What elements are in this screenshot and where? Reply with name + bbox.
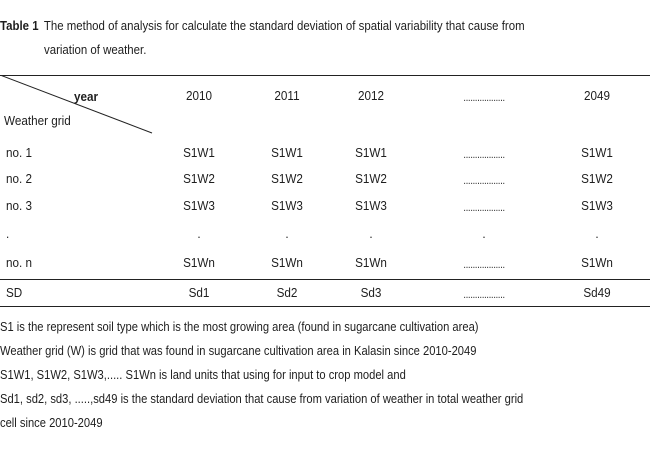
- table-cell: S1Wn: [581, 255, 613, 270]
- sd-cell: Sd2: [276, 285, 298, 300]
- table-cell: S1W2: [271, 171, 303, 186]
- column-header: 2011: [274, 88, 300, 103]
- column-header: 2010: [185, 88, 213, 103]
- note-line: Weather grid (W) is grid that was found in sugarcane cultivation area in Kalasin since 2010-2049: [0, 343, 477, 358]
- note-line: cell since 2010-2049: [0, 415, 103, 430]
- table-caption: [0, 14, 568, 62]
- sd-cell: ..................: [463, 289, 505, 301]
- note-line: S1W1, S1W2, S1W3,..... S1Wn is land units that using for input to crop model and: [0, 367, 406, 382]
- table-cell: ..................: [463, 259, 505, 271]
- note-line: S1 is the represent soil type which is the most growing area (found in sugarcane cultivation area): [0, 319, 479, 334]
- corner-label-weather-grid: Weather grid: [4, 113, 71, 128]
- row-label: .: [6, 226, 10, 241]
- table-cell: .: [595, 226, 599, 241]
- table-caption-text-line1: The method of analysis for calculate the standard deviation of spatial variability that cause from: [43, 18, 525, 33]
- column-header: 2049: [583, 88, 611, 103]
- table-cell: S1W2: [183, 171, 215, 186]
- table-cell: ..................: [463, 175, 505, 187]
- table-cell: S1W3: [355, 198, 387, 213]
- sd-row-rule: [0, 279, 650, 280]
- table-cell: ..................: [463, 202, 505, 214]
- sd-cell: Sd3: [360, 285, 382, 300]
- column-header: 2012: [357, 88, 385, 103]
- table-cell: .: [285, 226, 289, 241]
- table-caption-text-line2: variation of weather.: [44, 42, 147, 57]
- table-cell: ..................: [463, 149, 505, 161]
- sd-cell: Sd49: [583, 285, 611, 300]
- table-cell: S1Wn: [183, 255, 215, 270]
- row-label: no. n: [6, 255, 33, 270]
- table-cell: S1W1: [581, 145, 613, 160]
- table-cell: S1Wn: [271, 255, 303, 270]
- sd-row-label: SD: [6, 285, 23, 300]
- table-caption-label: Table 1: [0, 18, 39, 33]
- table-cell: S1W3: [183, 198, 215, 213]
- table-cell: S1W2: [355, 171, 387, 186]
- sd-cell: Sd1: [188, 285, 210, 300]
- table-cell: .: [197, 226, 201, 241]
- row-label: no. 3: [6, 198, 33, 213]
- note-line: Sd1, sd2, sd3, .....,sd49 is the standard deviation that cause from variation of weather in total weather grid: [0, 391, 524, 406]
- row-label: no. 2: [6, 171, 33, 186]
- table-cell: S1W3: [271, 198, 303, 213]
- table-cell: .: [482, 226, 486, 241]
- table-cell: S1W3: [581, 198, 613, 213]
- table-cell: S1W2: [581, 171, 613, 186]
- table-bottom-rule: [0, 306, 650, 307]
- table-cell: S1Wn: [355, 255, 387, 270]
- corner-label-year: year: [74, 89, 99, 104]
- table-cell: S1W1: [355, 145, 387, 160]
- table-cell: S1W1: [183, 145, 215, 160]
- table-notes: [0, 315, 650, 435]
- row-label: no. 1: [6, 145, 33, 160]
- table-cell: .: [369, 226, 373, 241]
- table-cell: S1W1: [271, 145, 303, 160]
- column-header: ..................: [463, 92, 505, 104]
